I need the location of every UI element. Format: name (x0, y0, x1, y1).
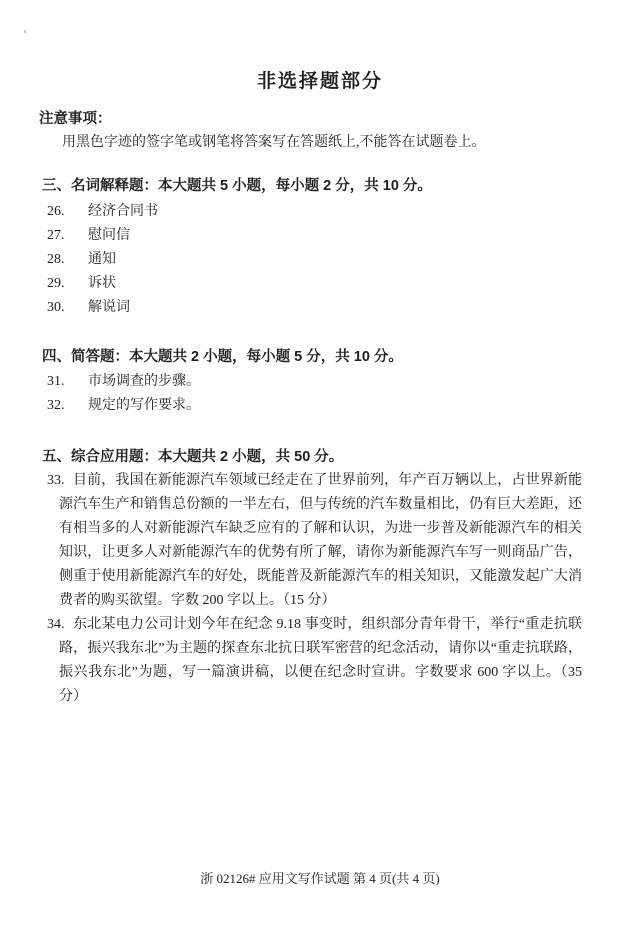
question-number: 32. (47, 398, 65, 413)
question-number: 29. (47, 276, 65, 291)
question-number: 34. (47, 617, 65, 632)
question-item-28 (0, 248, 640, 272)
question-text: 解说词 (88, 300, 130, 315)
page-title: 非选择题部分 (256, 71, 383, 92)
question-number: 26. (47, 204, 65, 219)
page-footer: 浙 02126# 应用文写作试题 第 4 页(共 4 页) (200, 871, 440, 886)
question-text: 诉状 (88, 276, 116, 291)
question-item-29 (0, 272, 640, 296)
section-comprehensive-application (0, 445, 640, 709)
notice-text: 用黑色字迹的签字笔或钢笔将答案写在答题纸上,不能答在试题卷上。 (62, 135, 486, 150)
question-text: 东北某电力公司计划今年在纪念 9.18 事变时，组织部分青年骨干，举行“重走抗联路，振兴我东北”为主题的探查东北抗日联军密营的纪念活动，请你以“重走抗联路，振兴我东北”为题，写一篇演讲稿，以便在纪念时宣讲。字数要求 600 字以上。（35 分） (59, 617, 582, 704)
section-heading: 三、名词解释题：本大题共 5 小题，每小题 2 分，共 10 分。 (42, 178, 432, 194)
question-number: 30. (47, 300, 65, 315)
question-text: 市场调查的步骤。 (88, 374, 200, 389)
question-text: 规定的写作要求。 (88, 398, 200, 413)
section-short-answer (0, 345, 640, 418)
scan-artifact-speck (24, 30, 26, 33)
question-item-32 (0, 394, 640, 418)
question-number: 28. (47, 252, 65, 267)
question-item-34 (0, 613, 640, 709)
question-number: 33. (47, 473, 65, 488)
question-item-31 (0, 370, 640, 394)
question-number: 31. (47, 374, 65, 389)
question-item-33 (0, 469, 640, 613)
section-term-explanation (0, 174, 640, 320)
section-heading: 四、简答题：本大题共 2 小题，每小题 5 分，共 10 分。 (42, 349, 403, 365)
question-text: 通知 (88, 252, 116, 267)
question-item-27 (0, 224, 640, 248)
question-text: 目前，我国在新能源汽车领域已经走在了世界前列，年产百万辆以上，占世界新能源汽车生产和销售总份额的一半左右，但与传统的汽车数量相比，仍有巨大差距，还有相当多的人对新能源汽车缺乏应有的了解和认识，为进一步普及新能源汽车的相关知识，让更多人对新能源汽车的优势有所了解，请你为新能源汽车写一则商品广告，侧重于使用新能源汽车的好处，既能普及新能源汽车的相关知识，又能激发起广大消费者的购买欲望。字数 200 字以上。（15 分） (59, 473, 582, 608)
notice-block (0, 107, 640, 155)
question-item-26 (0, 200, 640, 224)
notice-label: 注意事项： (39, 111, 112, 127)
question-text: 慰问信 (88, 228, 130, 243)
question-text: 经济合同书 (88, 204, 158, 219)
question-number: 27. (47, 228, 65, 243)
question-item-30 (0, 296, 640, 320)
section-heading: 五、综合应用题：本大题共 2 小题，共 50 分。 (42, 449, 344, 465)
